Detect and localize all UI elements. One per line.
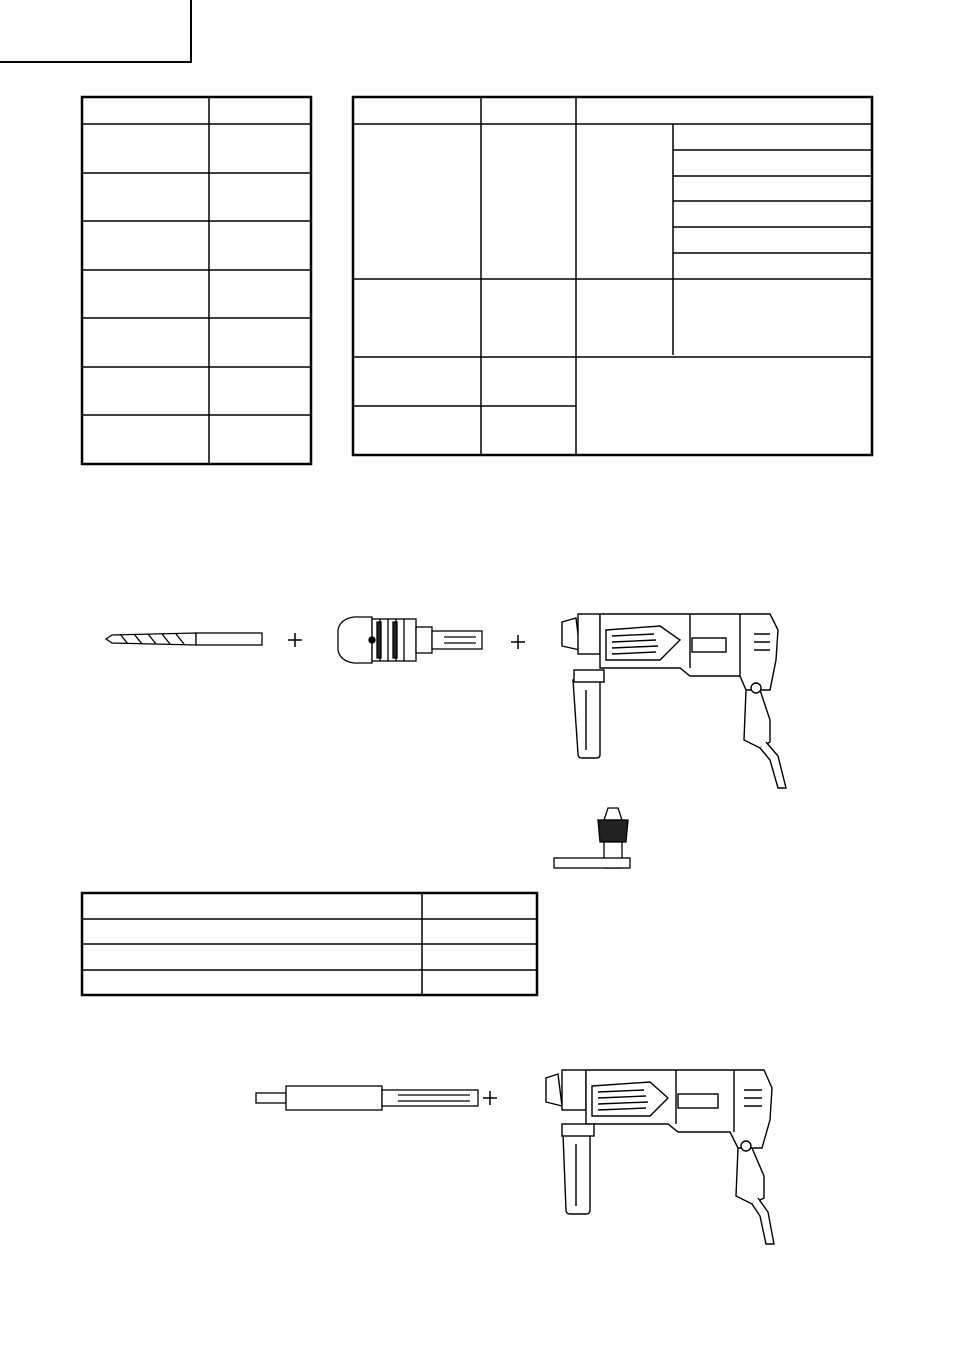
- keyed-drill-chuck-with-sds-adapter: [338, 617, 482, 663]
- right-spec-table: [353, 97, 872, 455]
- masonry-drill-bit: [106, 633, 262, 645]
- rotary-hammer-drill-2: [546, 1070, 774, 1244]
- bottom-table: [82, 893, 537, 995]
- plus-sign-3: [483, 1091, 497, 1105]
- sds-adapter-shank: [256, 1086, 478, 1110]
- left-spec-table: [82, 97, 311, 464]
- plus-sign-2: [511, 635, 525, 649]
- rotary-hammer-drill: [562, 614, 786, 788]
- chuck-key: [554, 808, 630, 868]
- plus-sign-1: [288, 633, 302, 647]
